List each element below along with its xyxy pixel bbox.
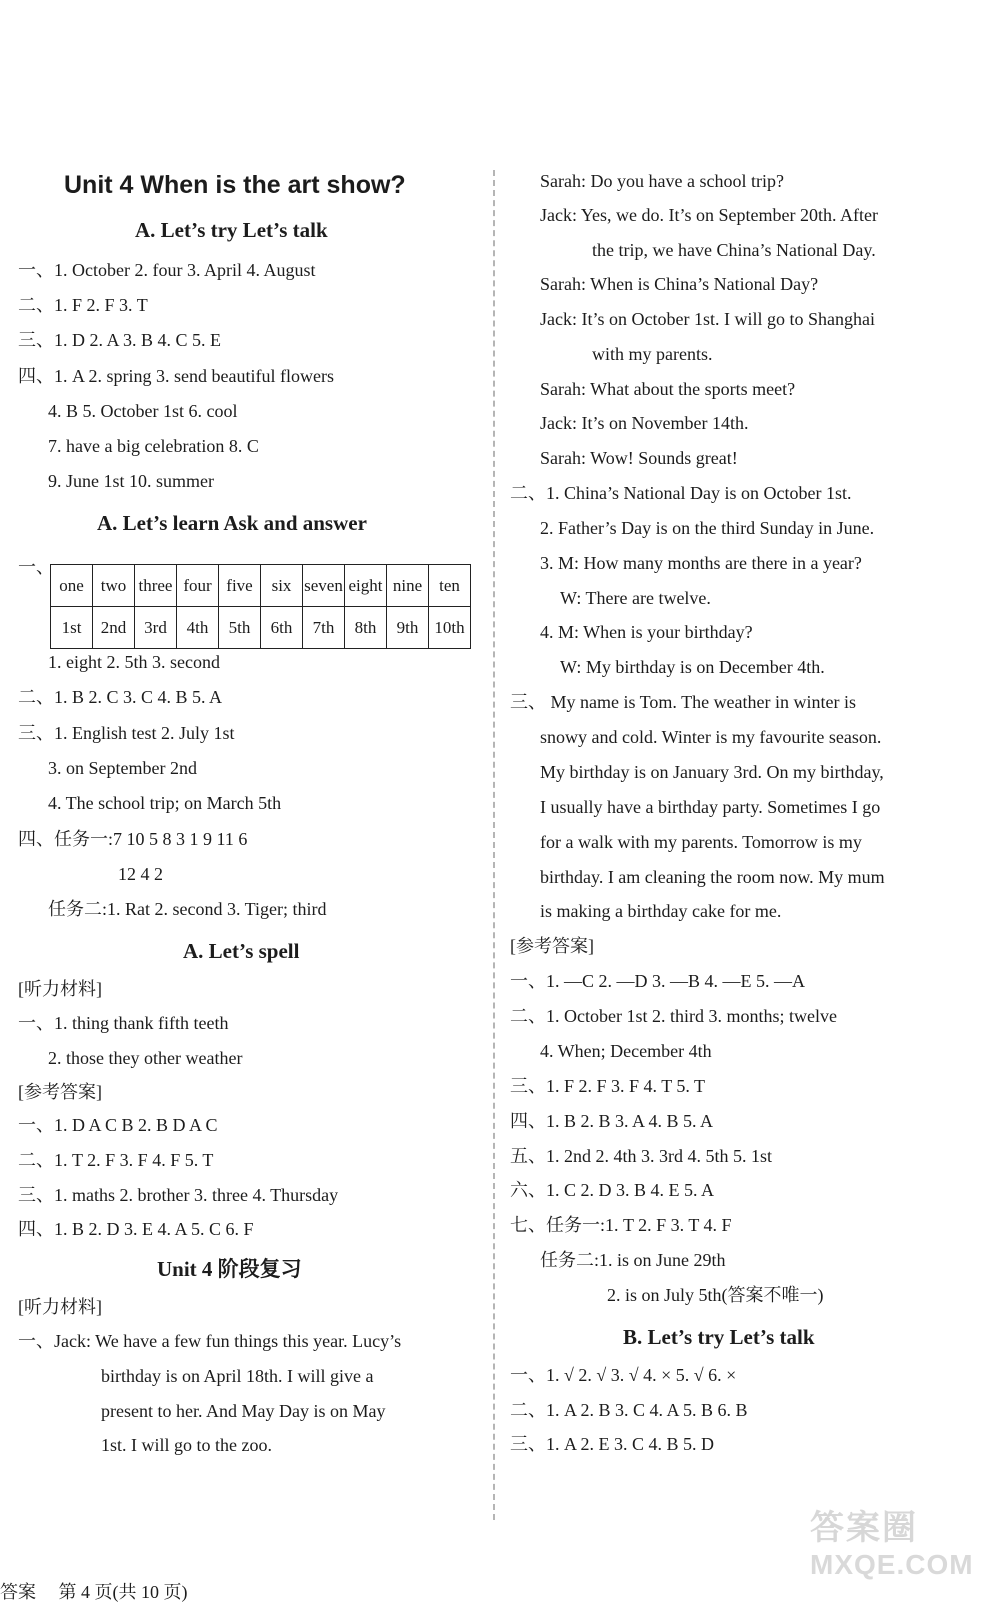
- answer-line: 二、1. A 2. B 3. C 4. A 5. B 6. B: [510, 1400, 748, 1420]
- table-cell: two: [93, 565, 135, 607]
- answer-line: 12 4 2: [118, 864, 163, 884]
- answer-line: 一、1. √ 2. √ 3. √ 4. × 5. √ 6. ×: [510, 1365, 737, 1385]
- watermark-text: 答案圈: [810, 1508, 918, 1548]
- answer-line: 三、1. D 2. A 3. B 4. C 5. E: [18, 330, 222, 350]
- answer-line: 1. eight 2. 5th 3. second: [48, 652, 220, 672]
- answer-line: 四、1. A 2. spring 3. send beautiful flowers: [18, 366, 334, 386]
- answer-line: 4. The school trip; on March 5th: [48, 793, 282, 813]
- table-cell: four: [177, 565, 219, 607]
- table-cell: seven: [303, 565, 345, 607]
- answer-line: for a walk with my parents. Tomorrow is my: [540, 832, 862, 852]
- table-cell: five: [219, 565, 261, 607]
- ordinal-table: [50, 564, 471, 649]
- answer-line: 任务二:1. Rat 2. second 3. Tiger; third: [48, 899, 327, 919]
- table-cell: 1st: [51, 607, 93, 649]
- answer-line: 二、1. China’s National Day is on October 1st.: [510, 483, 852, 503]
- answer-line: snowy and cold. Winter is my favourite season.: [540, 727, 882, 747]
- table-cell: 7th: [303, 607, 345, 649]
- answer-line: Jack: It’s on October 1st. I will go to Shanghai: [540, 309, 875, 329]
- table-cell: eight: [345, 565, 387, 607]
- answer-line: is making a birthday cake for me.: [540, 901, 782, 921]
- table-cell: one: [51, 565, 93, 607]
- answer-line: Sarah: What about the sports meet?: [540, 379, 796, 399]
- answer-line: 三、1. A 2. E 3. C 4. B 5. D: [510, 1434, 715, 1454]
- answer-line: birthday is on April 18th. I will give a: [101, 1366, 374, 1386]
- answer-line: Jack: Yes, we do. It’s on September 20th. After: [540, 205, 878, 225]
- table-cell: nine: [387, 565, 429, 607]
- section-heading-b-try-talk: B. Let’s try Let’s talk: [623, 1325, 815, 1349]
- answer-line: 三、1. F 2. F 3. F 4. T 5. T: [510, 1076, 706, 1096]
- answer-line: 一、1. October 2. four 3. April 4. August: [18, 260, 316, 280]
- answer-line: the trip, we have China’s National Day.: [592, 240, 876, 260]
- answer-line: 五、1. 2nd 2. 4th 3. 3rd 4. 5th 5. 1st: [510, 1146, 773, 1166]
- answer-line: 四、1. B 2. B 3. A 4. B 5. A: [510, 1111, 714, 1131]
- table-cell: 4th: [177, 607, 219, 649]
- answer-line: 一、Jack: We have a few fun things this year. Lucy’s: [18, 1331, 402, 1351]
- answer-line: W: There are twelve.: [560, 588, 711, 608]
- table-cell: 3rd: [135, 607, 177, 649]
- section-heading-try-talk: A. Let’s try Let’s talk: [135, 218, 328, 242]
- table-cell: three: [135, 565, 177, 607]
- answer-line: 2. is on July 5th(答案不唯一): [607, 1285, 824, 1305]
- answer-line: 1st. I will go to the zoo.: [101, 1435, 272, 1455]
- bracket-label: [听力材料]: [18, 979, 102, 999]
- answer-line: 4. When; December 4th: [540, 1041, 712, 1061]
- table-cell: six: [261, 565, 303, 607]
- section-heading-spell: A. Let’s spell: [183, 939, 300, 963]
- page-number: 第 4 页(共 10 页): [58, 1582, 188, 1602]
- unit-title: Unit 4 When is the art show?: [64, 171, 406, 199]
- bracket-label: [参考答案]: [18, 1082, 102, 1102]
- answer-line: W: My birthday is on December 4th.: [560, 657, 825, 677]
- table-cell: 6th: [261, 607, 303, 649]
- answer-line: present to her. And May Day is on May: [101, 1401, 386, 1421]
- answer-line: 六、1. C 2. D 3. B 4. E 5. A: [510, 1180, 715, 1200]
- answer-line: birthday. I am cleaning the room now. My mum: [540, 867, 885, 887]
- answer-line: 二、1. B 2. C 3. C 4. B 5. A: [18, 687, 223, 707]
- ordinal-word-row: [51, 565, 471, 607]
- answer-line: 三、 My name is Tom. The weather in winter is: [510, 692, 857, 712]
- answer-line: Sarah: Do you have a school trip?: [540, 171, 784, 191]
- answer-line: Sarah: Wow! Sounds great!: [540, 448, 738, 468]
- watermark-url: MXQE.COM: [810, 1549, 974, 1580]
- answer-line: 二、1. F 2. F 3. T: [18, 295, 148, 315]
- answer-line: 任务二:1. is on June 29th: [540, 1250, 726, 1270]
- answer-line: 3. on September 2nd: [48, 758, 197, 778]
- answer-line: 3. M: How many months are there in a year?: [540, 553, 862, 573]
- answer-line: 二、1. October 1st 2. third 3. months; twelve: [510, 1006, 837, 1026]
- answer-line: 2. Father’s Day is on the third Sunday in June.: [540, 518, 875, 538]
- answer-line: 7. have a big celebration 8. C: [48, 436, 259, 456]
- section-heading-review: Unit 4 阶段复习: [157, 1257, 302, 1281]
- answer-line: 4. M: When is your birthday?: [540, 622, 753, 642]
- answer-line: 一、1. thing thank fifth teeth: [18, 1013, 229, 1033]
- answer-line: 二、1. T 2. F 3. F 4. F 5. T: [18, 1150, 214, 1170]
- section-heading-learn: A. Let’s learn Ask and answer: [97, 511, 367, 535]
- bracket-label: [参考答案]: [510, 936, 594, 956]
- answer-line: Jack: It’s on November 14th.: [540, 413, 749, 433]
- answer-line: 四、任务一:7 10 5 8 3 1 9 11 6: [18, 829, 248, 849]
- answer-line: Sarah: When is China’s National Day?: [540, 274, 819, 294]
- table-cell: 10th: [429, 607, 471, 649]
- answer-line: with my parents.: [592, 344, 713, 364]
- watermark-logo: [810, 1500, 990, 1596]
- page-footer: [0, 1578, 206, 1604]
- answer-line: 三、1. maths 2. brother 3. three 4. Thursday: [18, 1185, 339, 1205]
- bracket-label: [听力材料]: [18, 1297, 102, 1317]
- answer-line: 七、任务一:1. T 2. F 3. T 4. F: [510, 1215, 732, 1235]
- column-divider: [493, 170, 495, 1520]
- answer-line: 2. those they other weather: [48, 1048, 243, 1068]
- answer-line: I usually have a birthday party. Sometimes I go: [540, 797, 881, 817]
- answer-line: 四、1. B 2. D 3. E 4. A 5. C 6. F: [18, 1219, 254, 1239]
- ordinal-number-row: [51, 607, 471, 649]
- answer-line: 一、1. —C 2. —D 3. —B 4. —E 5. —A: [510, 971, 806, 991]
- table-cell: 8th: [345, 607, 387, 649]
- answer-line: 9. June 1st 10. summer: [48, 471, 214, 491]
- table-cell: 2nd: [93, 607, 135, 649]
- answer-line: 4. B 5. October 1st 6. cool: [48, 401, 238, 421]
- answer-line: 三、1. English test 2. July 1st: [18, 723, 235, 743]
- footer-label: 答案: [0, 1582, 36, 1602]
- answer-line: 一、1. D A C B 2. B D A C: [18, 1115, 218, 1135]
- table-cell: 5th: [219, 607, 261, 649]
- table-cell: ten: [429, 565, 471, 607]
- table-cell: 9th: [387, 607, 429, 649]
- question-marker: 一、: [18, 557, 54, 577]
- answer-line: My birthday is on January 3rd. On my birthday,: [540, 762, 884, 782]
